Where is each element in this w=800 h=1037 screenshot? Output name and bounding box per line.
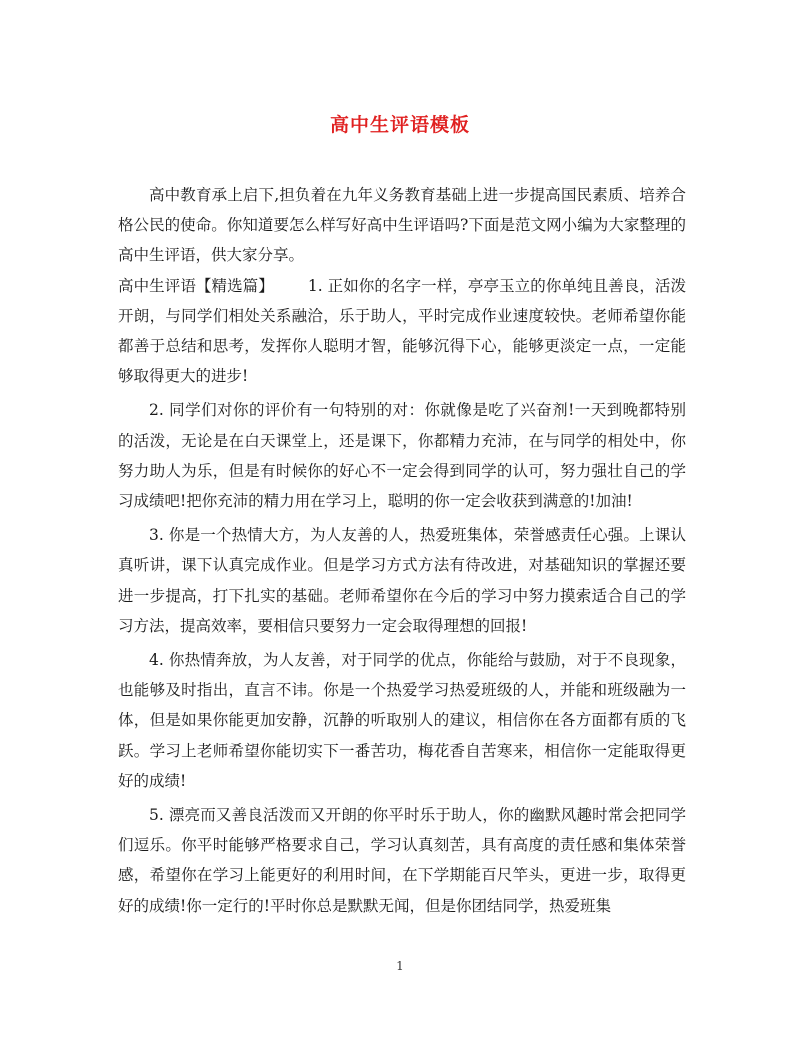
section-heading: 高中生评语【精选篇】 xyxy=(118,276,274,295)
intro-paragraph: 高中教育承上启下,担负着在九年义务教育基础上进一步提高国民素质、培养合格公民的使命。你知道要怎么样写好高中生评语吗?下面是范文网小编为大家整理的高中生评语，供大家分享。 xyxy=(118,186,686,265)
comment-text-1: 1. 正如你的名字一样，亭亭玉立的你单纯且善良，活泼开朗，与同学们相处关系融洽，乐于助人，平时完成作业速度较快。老师希望你能都善于总结和思考，发挥你人聪明才智，能够沉得下心，能够更淡定一点，一定能够取得更大的进步! xyxy=(118,276,686,386)
document-title: 高中生评语模板 xyxy=(329,114,470,136)
comment-paragraph-3: 3. 你是一个热情大方，为人友善的人，热爱班集体，荣誉感责任心强。上课认真听讲，课下认真完成作业。但是学习方式方法有待改进，对基础知识的掌握还要进一步提高，打下扎实的基础。老师希望你在今后的学习中努力摸索适合自己的学习方法，提高效率，要相信只要努力一定会取得理想的回报! xyxy=(118,526,686,635)
page-number: 1 xyxy=(396,959,404,973)
comment-paragraph-5: 5. 漂亮而又善良活泼而又开朗的你平时乐于助人，你的幽默风趣时常会把同学们逗乐。你平时能够严格要求自己，学习认真刻苦，具有高度的责任感和集体荣誉感，希望你在学习上能更好的利用时间，在下学期能百尺竿头，更进一步，取得更好的成绩!你一定行的!平时你总是默默无闻，但是你团结同学，热爱班集 xyxy=(118,806,686,915)
comment-paragraph-2: 2. 同学们对你的评价有一句特别的对：你就像是吃了兴奋剂!一天到晚都特别的活泼，无论是在白天课堂上，还是课下，你都精力充沛，在与同学的相处中，你努力助人为乐，但是有时候你的好心不一定会得到同学的认可，努力强壮自己的学习成绩吧!把你充沛的精力用在学习上，聪明的你一定会收获到满意的!加油! xyxy=(118,401,686,511)
document-body xyxy=(118,180,686,921)
comment-paragraph-4: 4. 你热情奔放，为人友善，对于同学的优点，你能给与鼓励，对于不良现象，也能够及时指出，直言不讳。你是一个热爱学习热爱班级的人，并能和班级融为一体，但是如果你能更加安静，沉静的听取别人的建议，相信你在各方面都有质的飞跃。学习上老师希望你能切实下一番苦功，梅花香自苦寒来，相信你一定能取得更好的成绩! xyxy=(118,651,686,790)
comment-paragraph-1 xyxy=(118,271,686,392)
